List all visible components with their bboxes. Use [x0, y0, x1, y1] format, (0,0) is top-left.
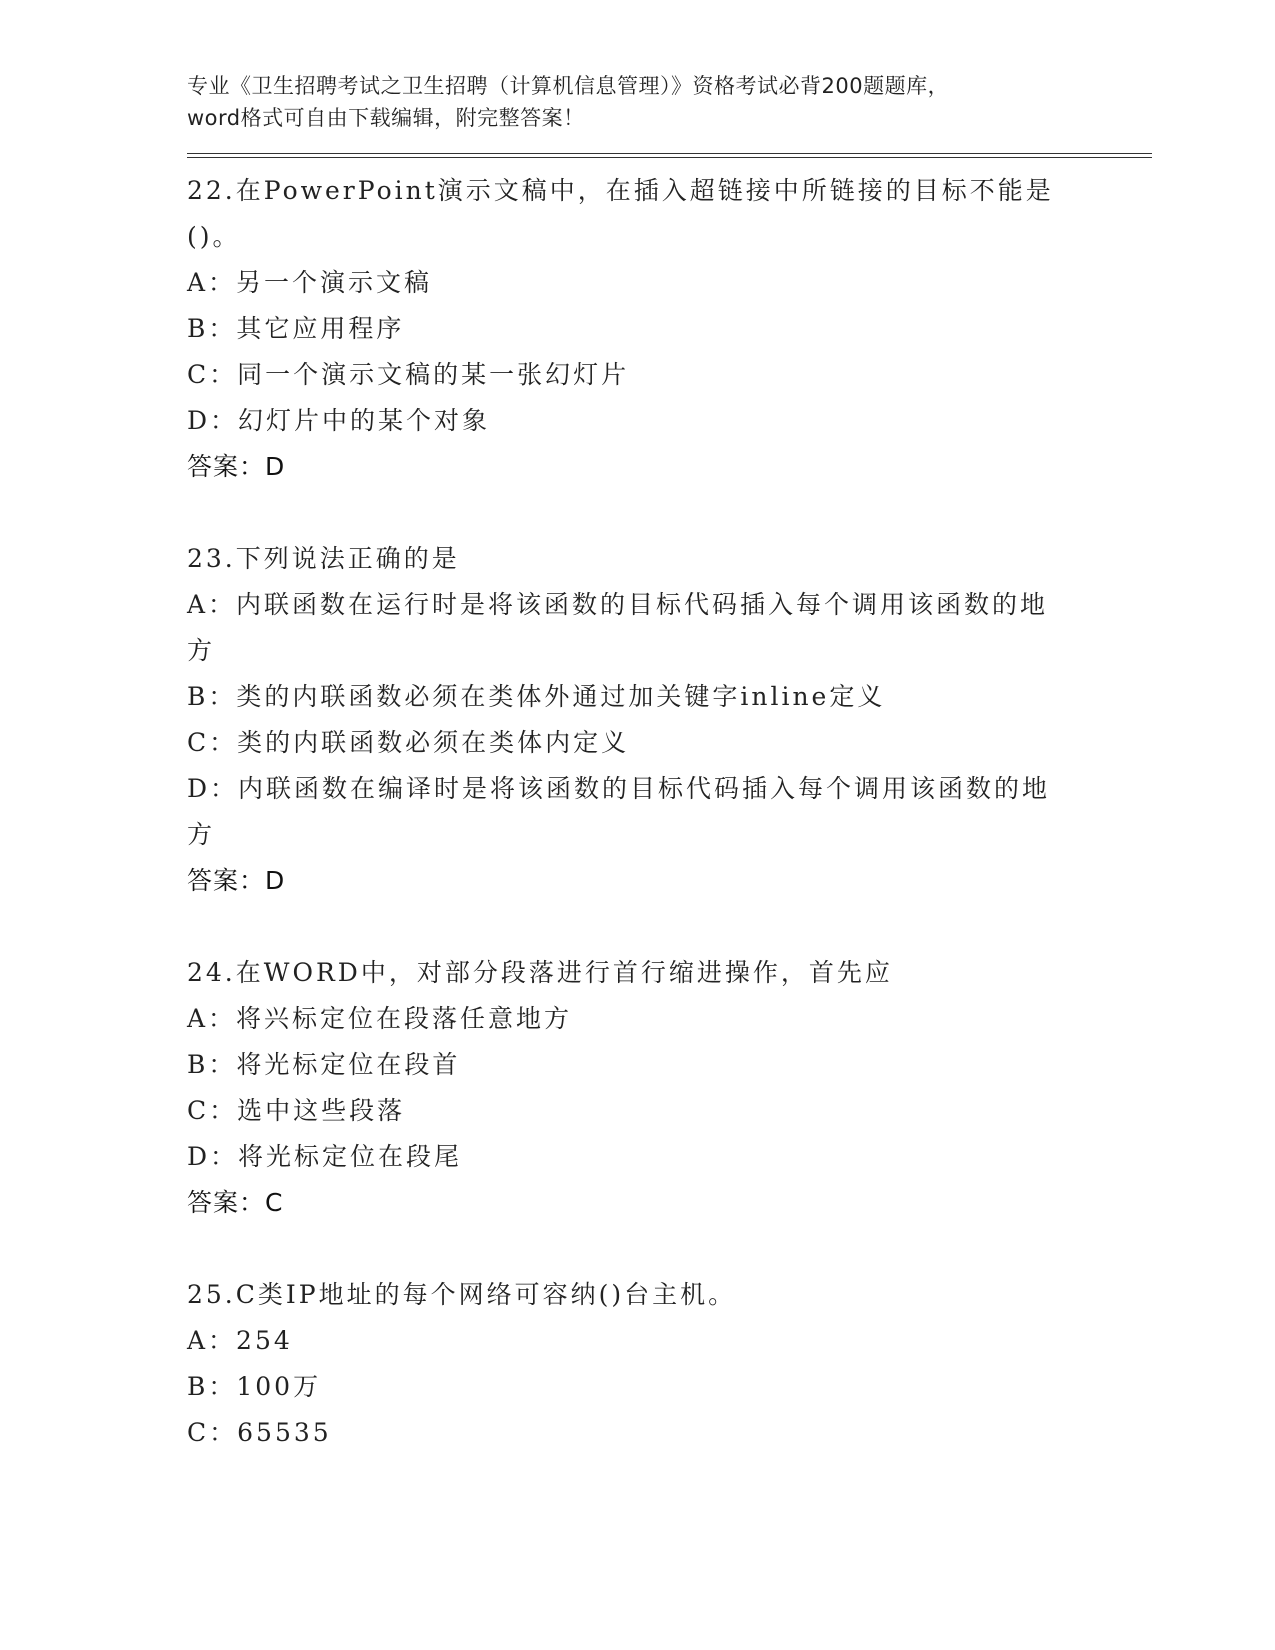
option-a: A：254 — [187, 1326, 293, 1355]
question-25 — [187, 1272, 1152, 1456]
option-c: C：类的内联函数必须在类体内定义 — [187, 728, 630, 757]
option-b: B：类的内联函数必须在类体外通过加关键字inline定义 — [187, 682, 886, 711]
question-23 — [187, 536, 1152, 904]
header-line-1: 专业《卫生招聘考试之卫生招聘（计算机信息管理）》资格考试必背200题题库， — [187, 74, 950, 98]
option-c: C：65535 — [187, 1418, 332, 1447]
option-a: A：另一个演示文稿 — [187, 268, 433, 297]
option-a: A：内联函数在运行时是将该函数的目标代码插入每个调用该函数的地方 — [187, 590, 1049, 665]
option-d: D：幻灯片中的某个对象 — [187, 406, 491, 435]
option-b: B：将光标定位在段首 — [187, 1050, 461, 1079]
option-d: D：内联函数在编译时是将该函数的目标代码插入每个调用该函数的地方 — [187, 774, 1051, 849]
option-c: C：选中这些段落 — [187, 1096, 406, 1125]
question-stem: 23.下列说法正确的是 — [187, 544, 460, 573]
document-page — [187, 70, 1152, 1502]
option-c: C：同一个演示文稿的某一张幻灯片 — [187, 360, 630, 389]
document-header — [187, 70, 1152, 134]
question-stem: 24.在WORD中，对部分段落进行首行缩进操作，首先应 — [187, 958, 893, 987]
question-24 — [187, 950, 1152, 1226]
option-d: D：将光标定位在段尾 — [187, 1142, 463, 1171]
header-line-2: word格式可自由下载编辑，附完整答案！ — [187, 106, 585, 130]
option-b: B：其它应用程序 — [187, 314, 405, 343]
answer-line: 答案：D — [187, 866, 286, 895]
question-stem: 25.C类IP地址的每个网络可容纳()台主机。 — [187, 1280, 737, 1309]
option-a: A：将兴标定位在段落任意地方 — [187, 1004, 573, 1033]
question-22 — [187, 168, 1152, 490]
answer-line: 答案：C — [187, 1188, 284, 1217]
question-list — [187, 168, 1152, 1456]
header-divider — [187, 153, 1152, 158]
answer-line: 答案：D — [187, 452, 286, 481]
question-stem: 22.在PowerPoint演示文稿中，在插入超链接中所链接的目标不能是()。 — [187, 176, 1054, 251]
option-b: B：100万 — [187, 1372, 322, 1401]
